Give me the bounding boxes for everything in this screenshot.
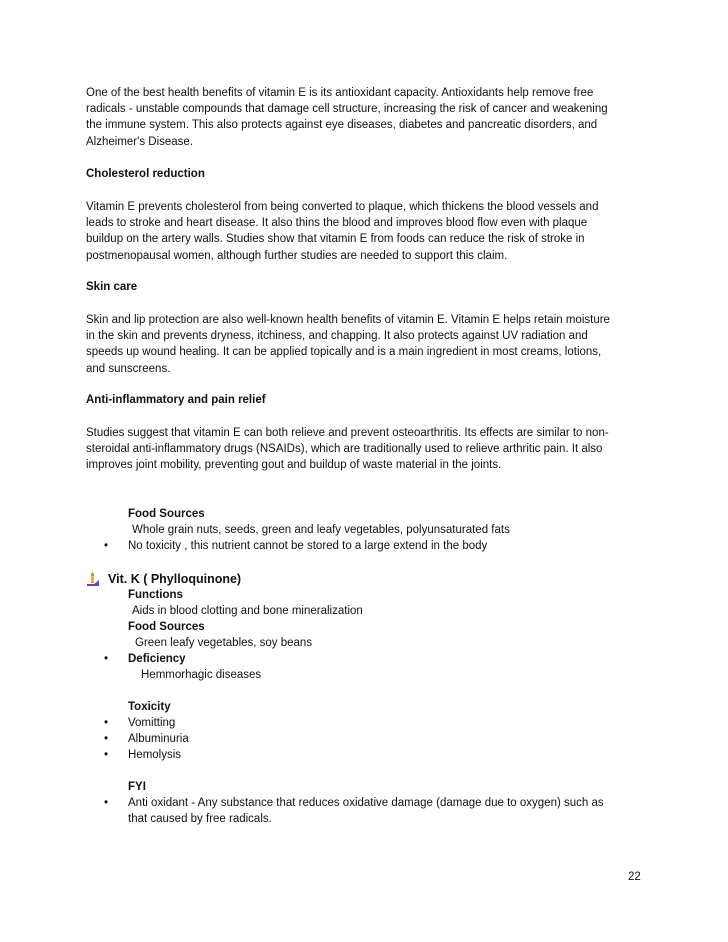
intro-line: Alzheimer's Disease. [86, 135, 194, 148]
skin-line: speeds up wound healing. It can be applied topically and is a main ingredient in most creams, lotions, [86, 346, 602, 359]
vitk-toxicity-label: Toxicity [128, 701, 171, 713]
skin-line: Skin and lip protection are also well-known health benefits of vitamin E. Vitamin E helps retain moisture [86, 314, 610, 326]
anti-line: Studies suggest that vitamin E can both relieve and prevent osteoarthritis. Its effects are similar to non- [86, 427, 609, 439]
intro-line: One of the best health benefits of vitamin E is its antioxidant capacity. Antioxidants help remove free [86, 87, 594, 99]
cholesterol-line: leads to stroke and heart disease. It also thins the blood and improves blood flow even with plaque [86, 217, 588, 230]
bullet-icon: • [104, 733, 109, 745]
bullet-icon: • [104, 717, 109, 729]
vitk-fyi-label: FYI [128, 781, 146, 793]
skin-heading: Skin care [86, 281, 138, 293]
cholesterol-line: Vitamin E prevents cholesterol from being converted to plaque, which thickens the blood vessels and [86, 201, 599, 213]
intro-line: radicals - unstable compounds that damage cell structure, increasing the risk of cancer and weakening [86, 103, 608, 116]
vitk-toxicity-item: Hemolysis [128, 749, 182, 761]
skin-line: and sunscreens. [86, 362, 171, 375]
anti-heading: Anti-inflammatory and pain relief [86, 394, 266, 406]
cholesterol-line: postmenopausal women, although further studies are needed to support this claim. [86, 249, 508, 262]
page-number: 22 [628, 871, 641, 883]
cholesterol-paragraph [86, 199, 646, 264]
vite-toxicity-text: No toxicity , this nutrient cannot be stored to a large extend in the body [128, 540, 488, 552]
vitk-functions-text: Aids in blood clotting and bone mineralization [132, 605, 363, 617]
vitk-food-label: Food Sources [128, 621, 205, 633]
vite-food-label: Food Sources [128, 508, 205, 520]
cholesterol-heading: Cholesterol reduction [86, 168, 205, 180]
bullet-icon: • [104, 540, 109, 552]
vitk-food-text: Green leafy vegetables, soy beans [135, 637, 313, 649]
vitk-toxicity-item: Albuminuria [128, 733, 189, 745]
vitk-toxicity-item: Vomitting [128, 717, 176, 729]
bullet-icon: • [104, 797, 109, 809]
vitk-functions-label: Functions [128, 589, 183, 601]
vitk-title: Vit. K ( Phylloquinone) [108, 572, 242, 586]
anti-line: improves joint mobility, preventing gout and buildup of waste material in the joints. [86, 459, 502, 472]
intro-line: the immune system. This also protects against eye diseases, diabetes and pancreatic disorders, and [86, 119, 598, 132]
vitk-fyi-line: that caused by free radicals. [128, 813, 272, 825]
vitk-deficiency-label: Deficiency [128, 653, 186, 665]
cholesterol-line: buildup on the artery walls. Studies show that vitamin E from foods can reduce the risk of stroke in [86, 233, 585, 246]
skin-paragraph [86, 312, 646, 377]
pen-bullet-icon [86, 572, 100, 587]
skin-line: in the skin and prevents dryness, itchiness, and chapping. It also protects against UV radiation and [86, 330, 588, 343]
intro-paragraph [86, 85, 646, 150]
bullet-icon: • [104, 653, 109, 665]
vitk-deficiency-text: Hemmorhagic diseases [141, 669, 262, 681]
bullet-icon: • [104, 749, 109, 761]
anti-paragraph [86, 425, 646, 474]
anti-line: steroidal anti-inflammatory drugs (NSAIDs), which are traditionally used to relieve arthritic pain. It also [86, 443, 603, 456]
vitk-fyi-line: Anti oxidant - Any substance that reduces oxidative damage (damage due to oxygen) such as [128, 797, 604, 809]
vite-food-text: Whole grain nuts, seeds, green and leafy vegetables, polyunsaturated fats [132, 524, 510, 536]
